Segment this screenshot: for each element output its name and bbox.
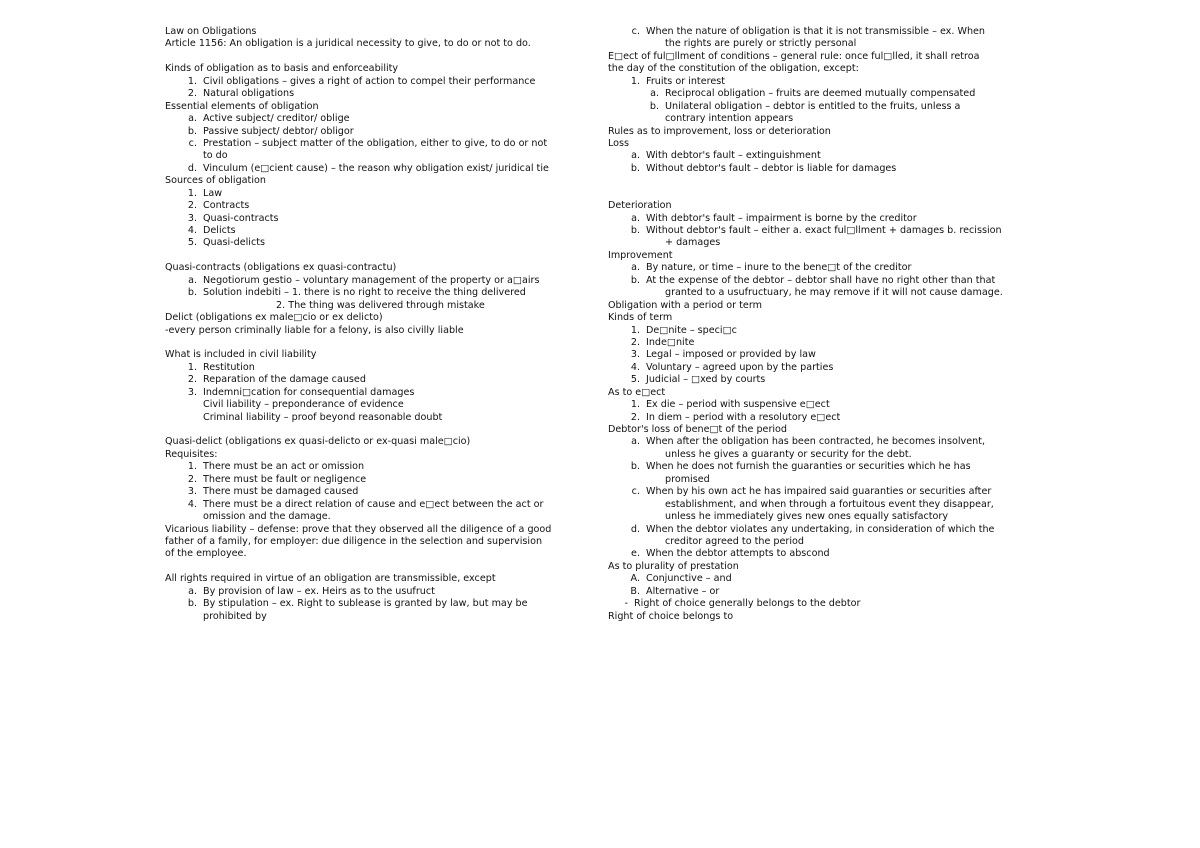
line-text: 2. The thing was delivered through mistake	[276, 299, 485, 311]
list-item	[165, 188, 597, 200]
list-marker: 2.	[630, 411, 640, 423]
line-text: What is included in civil liability	[165, 349, 317, 361]
text-line	[165, 548, 597, 560]
line-text: Requisites:	[165, 448, 218, 460]
line-text: In diem – period with a resolutory e□ect	[646, 411, 841, 423]
line-text: to do	[203, 150, 228, 162]
text-line	[608, 138, 1051, 150]
list-marker: b.	[630, 225, 640, 236]
list-marker: 1.	[187, 461, 197, 473]
line-text: creditor agreed to the period	[665, 535, 804, 547]
list-marker: a.	[188, 113, 197, 125]
text-line	[608, 113, 1051, 125]
list-marker: A.	[630, 573, 640, 585]
line-text: By stipulation – ex. Right to sublease is granted by law, but may be	[203, 598, 528, 610]
list-marker: c.	[631, 26, 640, 37]
line-text: Without debtor's fault – either a. exact ful□llment + damages b. recission	[646, 225, 1002, 236]
line-text: contrary intention appears	[665, 113, 794, 125]
blank-line	[608, 175, 1051, 187]
text-line	[165, 511, 597, 523]
line-text: When the debtor attempts to abscond	[646, 548, 830, 560]
line-text: promised	[665, 473, 710, 485]
list-item	[165, 163, 597, 175]
list-item	[165, 598, 597, 610]
line-text: Delicts	[203, 225, 236, 236]
list-marker: -	[624, 598, 628, 610]
list-marker: a.	[631, 436, 640, 448]
list-item	[608, 101, 1051, 113]
text-line	[608, 300, 1051, 312]
list-marker: d.	[630, 523, 640, 535]
list-marker: a.	[650, 88, 659, 100]
line-text: Obligation with a period or term	[608, 299, 762, 311]
line-text: Essential elements of obligation	[165, 100, 319, 112]
list-item	[608, 399, 1051, 411]
list-item	[608, 461, 1051, 473]
list-item	[165, 474, 597, 486]
text-line	[165, 300, 597, 312]
list-item	[165, 374, 597, 386]
text-line	[165, 399, 597, 411]
list-item	[608, 349, 1051, 361]
blank-line	[608, 188, 1051, 200]
list-marker: 4.	[630, 361, 640, 373]
list-item	[165, 275, 597, 287]
text-line	[165, 262, 597, 274]
line-text: Natural obligations	[203, 88, 295, 100]
line-text: of the employee.	[165, 548, 247, 560]
list-marker: 4.	[187, 225, 197, 236]
list-item	[608, 76, 1051, 88]
text-line	[165, 449, 597, 461]
list-marker: 2.	[187, 374, 197, 386]
text-line	[165, 412, 597, 424]
list-item	[608, 524, 1051, 536]
right-column	[608, 26, 1051, 623]
line-text: -every person criminally liable for a felony, is also civilly liable	[165, 324, 464, 336]
list-marker: 1.	[187, 187, 197, 199]
text-line	[165, 536, 597, 548]
text-line	[165, 325, 597, 337]
line-text: Conjunctive – and	[646, 573, 732, 585]
line-text: Without debtor's fault – debtor is liable for damages	[646, 162, 897, 174]
list-item	[165, 225, 597, 237]
line-text: Delict (obligations ex male□cio or ex delicto)	[165, 312, 383, 324]
list-item	[608, 325, 1051, 337]
line-text: Solution indebiti – 1. there is no right to receive the thing delivered	[203, 287, 526, 299]
line-text: Passive subject/ debtor/ obligor	[203, 125, 354, 137]
line-text: At the expense of the debtor – debtor shall have no right other than that	[646, 274, 996, 286]
list-item	[165, 287, 597, 299]
list-item	[608, 275, 1051, 287]
text-line	[165, 573, 597, 585]
list-marker: 1.	[187, 75, 197, 87]
list-item	[165, 126, 597, 138]
text-line	[608, 449, 1051, 461]
list-item	[165, 113, 597, 125]
list-marker: 3.	[187, 212, 197, 224]
text-line	[608, 499, 1051, 511]
list-item	[165, 237, 597, 249]
text-line	[165, 312, 597, 324]
line-text: Legal – imposed or provided by law	[646, 349, 816, 361]
list-item	[165, 586, 597, 598]
blank-line	[165, 250, 597, 262]
line-text: father of a family, for employer: due diligence in the selection and supervision	[165, 535, 543, 547]
list-item	[608, 548, 1051, 560]
line-text: With debtor's fault – impairment is borne by the creditor	[646, 212, 917, 224]
line-text: the day of the constitution of the obligation, except:	[608, 63, 859, 75]
line-text: Sources of obligation	[165, 175, 266, 187]
list-item	[608, 262, 1051, 274]
list-marker: a.	[631, 212, 640, 224]
list-marker: b.	[630, 274, 640, 286]
text-line	[165, 524, 597, 536]
list-marker: c.	[631, 486, 640, 498]
list-item	[165, 461, 597, 473]
list-marker: e.	[631, 548, 640, 560]
line-text: Active subject/ creditor/ oblige	[203, 113, 350, 125]
line-text: Civil liability – preponderance of evidence	[203, 399, 404, 411]
list-item	[608, 573, 1051, 585]
text-line	[608, 38, 1051, 50]
line-text: When by his own act he has impaired said guaranties or securities after	[646, 486, 992, 498]
list-item	[608, 337, 1051, 349]
line-text: Quasi-contracts (obligations ex quasi-contractu)	[165, 262, 397, 274]
line-text: Right of choice generally belongs to the debtor	[634, 598, 861, 610]
list-marker: 3.	[187, 486, 197, 498]
list-marker: b.	[187, 287, 197, 299]
text-line	[165, 150, 597, 162]
line-text: Unilateral obligation – debtor is entitled to the fruits, unless a	[665, 100, 961, 112]
text-line	[608, 474, 1051, 486]
list-marker: d.	[187, 162, 197, 174]
text-line	[608, 237, 1051, 249]
line-text: Inde□nite	[646, 336, 695, 348]
text-line	[165, 349, 597, 361]
line-text: unless he immediately gives new ones equally satisfactory	[665, 511, 949, 523]
text-line	[608, 51, 1051, 63]
list-item	[608, 213, 1051, 225]
line-text: When after the obligation has been contracted, he becomes insolvent,	[646, 436, 986, 448]
list-item	[608, 436, 1051, 448]
list-item	[165, 213, 597, 225]
line-text: Quasi-contracts	[203, 212, 279, 224]
line-text: Reciprocal obligation – fruits are deemed mutually compensated	[665, 88, 976, 100]
blank-line	[165, 424, 597, 436]
list-item	[165, 200, 597, 212]
list-marker: a.	[631, 150, 640, 162]
line-text: When he does not furnish the guaranties or securities which he has	[646, 461, 971, 473]
text-line	[608, 536, 1051, 548]
list-marker: 2.	[630, 336, 640, 348]
line-text: Kinds of obligation as to basis and enforceability	[165, 63, 399, 75]
list-item	[165, 499, 597, 511]
text-line	[165, 175, 597, 187]
line-text: By provision of law – ex. Heirs as to the usufruct	[203, 585, 435, 597]
line-text: Ex die – period with suspensive e□ect	[646, 399, 830, 411]
line-text: With debtor's fault – extinguishment	[646, 150, 821, 162]
text-line	[165, 436, 597, 448]
list-item	[608, 374, 1051, 386]
list-marker: 1.	[187, 361, 197, 373]
text-line	[608, 312, 1051, 324]
list-item	[165, 362, 597, 374]
list-marker: 1.	[630, 324, 640, 336]
text-line	[608, 126, 1051, 138]
list-item	[165, 387, 597, 399]
line-text: omission and the damage.	[203, 511, 331, 523]
line-text: Voluntary – agreed upon by the parties	[646, 361, 834, 373]
line-text: E□ect of ful□llment of conditions – general rule: once ful□lled, it shall retroa	[608, 50, 980, 62]
line-text: Quasi-delict (obligations ex quasi-delicto or ex-quasi male□cio)	[165, 436, 471, 448]
line-text: prohibited by	[203, 610, 267, 622]
line-text: There must be a direct relation of cause and e□ect between the act or	[203, 498, 544, 510]
text-line	[608, 387, 1051, 399]
list-marker: a.	[188, 585, 197, 597]
line-text: Vinculum (e□cient cause) – the reason why obligation exist/ juridical tie	[203, 162, 549, 174]
line-text: Reparation of the damage caused	[203, 374, 366, 386]
line-text: Restitution	[203, 361, 255, 373]
list-item	[608, 586, 1051, 598]
left-column	[165, 26, 597, 623]
line-text: There must be fault or negligence	[203, 473, 367, 485]
line-text: Right of choice belongs to	[608, 610, 734, 622]
line-text: granted to a usufructuary, he may remove if it will not cause damage.	[665, 287, 1003, 299]
line-text: unless he gives a guaranty or security for the debt.	[665, 448, 912, 460]
line-text: Fruits or interest	[646, 75, 725, 87]
line-text: Loss	[608, 137, 630, 149]
list-item	[165, 138, 597, 150]
list-item	[608, 26, 1051, 38]
list-item	[165, 76, 597, 88]
line-text: When the nature of obligation is that it is not transmissible – ex. When	[646, 26, 986, 37]
line-text: All rights required in virtue of an obligation are transmissible, except	[165, 573, 496, 585]
text-line	[608, 424, 1051, 436]
line-text: Prestation – subject matter of the obligation, either to give, to do or not	[203, 137, 548, 149]
list-marker: 1.	[630, 75, 640, 87]
text-line	[165, 101, 597, 113]
list-item	[165, 486, 597, 498]
line-text: As to plurality of prestation	[608, 560, 739, 572]
line-text: Civil obligations – gives a right of action to compel their performance	[203, 75, 536, 87]
line-text: Improvement	[608, 249, 673, 261]
list-marker: 3.	[630, 349, 640, 361]
list-marker: b.	[630, 461, 640, 473]
text-line	[608, 250, 1051, 262]
list-marker: b.	[187, 125, 197, 137]
list-item	[608, 486, 1051, 498]
line-text: Article 1156: An obligation is a juridical necessity to give, to do or not to do.	[165, 38, 531, 50]
line-text: Quasi-delicts	[203, 237, 265, 249]
line-text: Law	[203, 187, 223, 199]
text-line	[608, 287, 1051, 299]
list-marker: 3.	[187, 386, 197, 398]
list-item	[608, 412, 1051, 424]
list-item	[608, 362, 1051, 374]
line-text: Contracts	[203, 200, 250, 212]
text-line	[608, 63, 1051, 75]
line-text: + damages	[665, 237, 721, 249]
list-item	[608, 225, 1051, 237]
list-marker: a.	[188, 274, 197, 286]
line-text: Law on Obligations	[165, 26, 257, 37]
list-item	[608, 598, 1051, 610]
line-text: De□nite – speci□c	[646, 324, 737, 336]
list-marker: b.	[187, 598, 197, 610]
line-text: When the debtor violates any undertaking, in consideration of which the	[646, 523, 995, 535]
list-marker: c.	[188, 137, 197, 149]
list-marker: 4.	[187, 498, 197, 510]
line-text: Kinds of term	[608, 312, 673, 324]
line-text: Debtor's loss of bene□t of the period	[608, 424, 788, 435]
line-text: Deterioration	[608, 200, 672, 212]
blank-line	[165, 51, 597, 63]
list-marker: 2.	[187, 473, 197, 485]
blank-line	[165, 337, 597, 349]
text-line	[608, 561, 1051, 573]
list-item	[608, 150, 1051, 162]
list-marker: 2.	[187, 200, 197, 212]
list-marker: B.	[630, 585, 640, 597]
blank-line	[165, 561, 597, 573]
list-item	[608, 88, 1051, 100]
list-marker: b.	[649, 100, 659, 112]
list-marker: 5.	[630, 374, 640, 386]
line-text: Alternative – or	[646, 585, 720, 597]
list-marker: 2.	[187, 88, 197, 100]
line-text: Criminal liability – proof beyond reasonable doubt	[203, 411, 443, 423]
text-line	[608, 611, 1051, 623]
text-line	[165, 26, 597, 38]
line-text: Indemni□cation for consequential damages	[203, 386, 415, 398]
line-text: There must be an act or omission	[203, 461, 365, 473]
text-line	[608, 511, 1051, 523]
line-text: Negotiorum gestio – voluntary management of the property or a□airs	[203, 274, 540, 286]
list-marker: b.	[630, 162, 640, 174]
line-text: There must be damaged caused	[203, 486, 359, 498]
line-text: the rights are purely or strictly personal	[665, 38, 857, 50]
line-text: Judicial – □xed by courts	[646, 374, 766, 386]
line-text: Rules as to improvement, loss or deterioration	[608, 125, 831, 137]
list-marker: 1.	[630, 399, 640, 411]
text-line	[165, 38, 597, 50]
line-text: As to e□ect	[608, 386, 666, 398]
line-text: establishment, and when through a fortuitous event they disappear,	[665, 498, 994, 510]
text-line	[165, 63, 597, 75]
list-item	[608, 163, 1051, 175]
text-line	[608, 200, 1051, 212]
list-marker: 5.	[187, 237, 197, 249]
line-text: By nature, or time – inure to the bene□t of the creditor	[646, 262, 912, 274]
list-item	[165, 88, 597, 100]
text-line	[165, 611, 597, 623]
line-text: Vicarious liability – defense: prove that they observed all the diligence of a good	[165, 523, 552, 535]
list-marker: a.	[631, 262, 640, 274]
